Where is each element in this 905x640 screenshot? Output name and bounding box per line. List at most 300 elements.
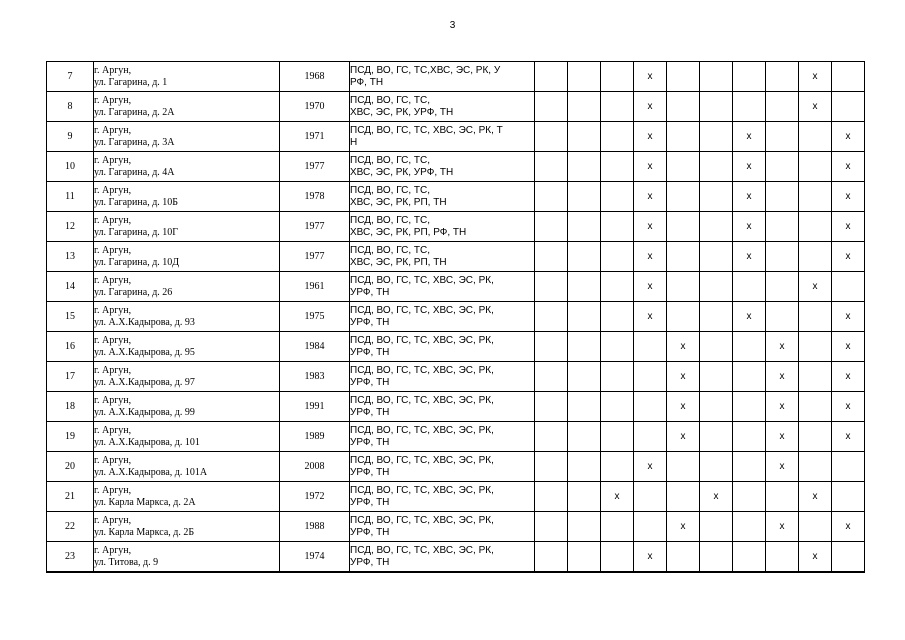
address-street: ул. А.Х.Кадырова, д. 95 (94, 346, 195, 358)
mark-cell (700, 92, 733, 122)
address-cell (94, 362, 280, 392)
address-cell (94, 512, 280, 542)
construction-elements-cell (350, 512, 535, 542)
mark-cell (535, 122, 568, 152)
mark-cell (700, 332, 733, 362)
mark-cell: х (832, 152, 865, 182)
mark-cell: х (733, 242, 766, 272)
mark-cell (634, 362, 667, 392)
mark-cell (535, 332, 568, 362)
address-cell (94, 452, 280, 482)
mark-cell (601, 62, 634, 92)
mark-cell (766, 92, 799, 122)
mark-cell (766, 122, 799, 152)
mark-cell (568, 122, 601, 152)
construction-elements-line-1: ПСД, ВО, ГС, ТС, ХВС, ЭС, РК, (350, 454, 494, 466)
mark-cell (700, 512, 733, 542)
mark-cell (535, 62, 568, 92)
address-cell (94, 392, 280, 422)
table-row (47, 242, 865, 272)
mark-cell (799, 362, 832, 392)
address-city: г. Аргун, (94, 94, 132, 106)
mark-cell: х (832, 122, 865, 152)
mark-cell (766, 542, 799, 573)
row-number-cell: 12 (47, 212, 94, 242)
year-cell: 1977 (280, 212, 350, 242)
mark-cell (568, 62, 601, 92)
construction-elements-line-1: ПСД, ВО, ГС, ТС, (350, 214, 431, 226)
table-row (47, 482, 865, 512)
year-cell: 1984 (280, 332, 350, 362)
mark-cell (568, 332, 601, 362)
year-cell: 1972 (280, 482, 350, 512)
address-city: г. Аргун, (94, 484, 132, 496)
mark-cell (832, 62, 865, 92)
mark-cell (601, 542, 634, 573)
mark-cell (667, 452, 700, 482)
mark-cell (700, 302, 733, 332)
mark-cell (535, 92, 568, 122)
table-row (47, 422, 865, 452)
mark-cell: х (634, 92, 667, 122)
table-row (47, 392, 865, 422)
mark-cell (568, 452, 601, 482)
mark-cell (667, 212, 700, 242)
mark-cell (667, 302, 700, 332)
construction-elements-line-2: ХВС, ЭС, РК, РП, ТН (350, 256, 447, 268)
mark-cell: х (766, 422, 799, 452)
address-street: ул. Карла Маркса, д. 2Б (94, 526, 195, 538)
mark-cell (766, 242, 799, 272)
mark-cell (832, 542, 865, 573)
mark-cell: х (634, 452, 667, 482)
address-city: г. Аргун, (94, 454, 132, 466)
mark-cell (799, 212, 832, 242)
mark-cell (700, 392, 733, 422)
row-number-cell: 13 (47, 242, 94, 272)
mark-cell (535, 302, 568, 332)
table-row (47, 212, 865, 242)
year-cell: 1971 (280, 122, 350, 152)
mark-cell (799, 302, 832, 332)
table-row (47, 302, 865, 332)
construction-elements-cell (350, 272, 535, 302)
page-number: 3 (449, 20, 456, 31)
mark-cell (667, 182, 700, 212)
mark-cell: х (634, 272, 667, 302)
address-street: ул. Гагарина, д. 4А (94, 166, 175, 178)
mark-cell (601, 302, 634, 332)
mark-cell (799, 422, 832, 452)
mark-cell (568, 542, 601, 573)
construction-elements-cell (350, 542, 535, 573)
mark-cell: х (799, 482, 832, 512)
mark-cell: х (634, 182, 667, 212)
mark-cell (535, 422, 568, 452)
construction-elements-line-1: ПСД, ВО, ГС, ТС, ХВС, ЭС, РК, Т (350, 124, 503, 136)
address-street: ул. Гагарина, д. 26 (94, 286, 173, 298)
table-row (47, 92, 865, 122)
mark-cell: х (766, 392, 799, 422)
address-city: г. Аргун, (94, 154, 132, 166)
row-number-cell: 22 (47, 512, 94, 542)
construction-elements-cell (350, 242, 535, 272)
mark-cell: х (667, 362, 700, 392)
mark-cell (733, 482, 766, 512)
address-street: ул. А.Х.Кадырова, д. 93 (94, 316, 195, 328)
mark-cell (766, 182, 799, 212)
mark-cell (535, 272, 568, 302)
mark-cell: х (832, 182, 865, 212)
address-cell (94, 152, 280, 182)
address-cell (94, 542, 280, 573)
construction-elements-line-1: ПСД, ВО, ГС, ТС, ХВС, ЭС, РК, (350, 364, 494, 376)
mark-cell (634, 392, 667, 422)
mark-cell (535, 182, 568, 212)
mark-cell (832, 272, 865, 302)
mark-cell: х (634, 212, 667, 242)
mark-cell (799, 122, 832, 152)
address-street: ул. Титова, д. 9 (94, 556, 159, 568)
mark-cell: х (832, 392, 865, 422)
table-row (47, 332, 865, 362)
construction-elements-line-2: УРФ, ТН (350, 286, 390, 298)
mark-cell (799, 452, 832, 482)
mark-cell (766, 152, 799, 182)
mark-cell (535, 512, 568, 542)
construction-elements-line-2: ХВС, ЭС, РК, РП, ТН (350, 196, 447, 208)
construction-elements-line-2: УРФ, ТН (350, 526, 390, 538)
row-number-cell: 9 (47, 122, 94, 152)
table-row (47, 512, 865, 542)
mark-cell: х (667, 422, 700, 452)
table-row (47, 62, 865, 92)
mark-cell (601, 332, 634, 362)
mark-cell (733, 332, 766, 362)
mark-cell (568, 512, 601, 542)
mark-cell (667, 152, 700, 182)
address-cell (94, 422, 280, 452)
mark-cell: х (733, 182, 766, 212)
address-street: ул. Гагарина, д. 10Б (94, 196, 179, 208)
mark-cell: х (832, 212, 865, 242)
year-cell: 1977 (280, 242, 350, 272)
mark-cell (601, 182, 634, 212)
mark-cell (634, 422, 667, 452)
year-cell: 2008 (280, 452, 350, 482)
construction-elements-line-2: УРФ, ТН (350, 436, 390, 448)
mark-cell: х (733, 152, 766, 182)
construction-elements-cell (350, 152, 535, 182)
row-number-cell: 7 (47, 62, 94, 92)
construction-elements-line-1: ПСД, ВО, ГС, ТС,ХВС, ЭС, РК, У (350, 64, 501, 76)
mark-cell (535, 212, 568, 242)
construction-elements-cell (350, 422, 535, 452)
address-street: ул. А.Х.Кадырова, д. 101А (94, 466, 208, 478)
mark-cell (601, 152, 634, 182)
mark-cell (700, 242, 733, 272)
mark-cell (733, 452, 766, 482)
mark-cell: х (832, 362, 865, 392)
mark-cell (766, 482, 799, 512)
construction-elements-line-1: ПСД, ВО, ГС, ТС, (350, 94, 431, 106)
address-street: ул. А.Х.Кадырова, д. 101 (94, 436, 200, 448)
construction-elements-line-1: ПСД, ВО, ГС, ТС, ХВС, ЭС, РК, (350, 334, 494, 346)
mark-cell (799, 332, 832, 362)
year-cell: 1977 (280, 152, 350, 182)
address-cell (94, 332, 280, 362)
mark-cell (799, 152, 832, 182)
construction-elements-line-2: ХВС, ЭС, РК, УРФ, ТН (350, 166, 454, 178)
address-cell (94, 272, 280, 302)
construction-elements-line-1: ПСД, ВО, ГС, ТС, ХВС, ЭС, РК, (350, 544, 494, 556)
address-city: г. Аргун, (94, 64, 132, 76)
table-row (47, 452, 865, 482)
year-cell: 1974 (280, 542, 350, 573)
mark-cell: х (733, 302, 766, 332)
mark-cell (601, 512, 634, 542)
mark-cell (568, 92, 601, 122)
row-number-cell: 19 (47, 422, 94, 452)
address-street: ул. Карла Маркса, д. 2А (94, 496, 196, 508)
row-number-cell: 21 (47, 482, 94, 512)
mark-cell (601, 362, 634, 392)
mark-cell: х (667, 392, 700, 422)
address-city: г. Аргун, (94, 364, 132, 376)
mark-cell (832, 482, 865, 512)
mark-cell (568, 482, 601, 512)
address-street: ул. Гагарина, д. 10Г (94, 226, 179, 238)
mark-cell: х (634, 122, 667, 152)
year-cell: 1961 (280, 272, 350, 302)
table-row (47, 272, 865, 302)
mark-cell: х (766, 332, 799, 362)
mark-cell (667, 272, 700, 302)
address-cell (94, 62, 280, 92)
mark-cell (568, 272, 601, 302)
mark-cell (601, 272, 634, 302)
row-number-cell: 15 (47, 302, 94, 332)
mark-cell (667, 62, 700, 92)
address-street: ул. Гагарина, д. 3А (94, 136, 175, 148)
address-cell (94, 122, 280, 152)
construction-elements-line-1: ПСД, ВО, ГС, ТС, (350, 184, 431, 196)
mark-cell (799, 392, 832, 422)
mark-cell: х (634, 302, 667, 332)
mark-cell (667, 122, 700, 152)
address-city: г. Аргун, (94, 274, 132, 286)
mark-cell (700, 62, 733, 92)
mark-cell: х (667, 332, 700, 362)
address-city: г. Аргун, (94, 544, 132, 556)
mark-cell (733, 422, 766, 452)
mark-cell (667, 242, 700, 272)
address-cell (94, 92, 280, 122)
mark-cell (700, 122, 733, 152)
address-street: ул. А.Х.Кадырова, д. 97 (94, 376, 195, 388)
mark-cell (799, 512, 832, 542)
address-cell (94, 212, 280, 242)
construction-elements-line-2: ХВС, ЭС, РК, РП, РФ, ТН (350, 226, 467, 238)
mark-cell (601, 212, 634, 242)
row-number-cell: 20 (47, 452, 94, 482)
construction-elements-line-2: УРФ, ТН (350, 406, 390, 418)
year-cell: 1991 (280, 392, 350, 422)
mark-cell: х (733, 122, 766, 152)
row-number-cell: 11 (47, 182, 94, 212)
mark-cell (568, 182, 601, 212)
mark-cell (634, 332, 667, 362)
construction-elements-cell (350, 62, 535, 92)
mark-cell: х (832, 332, 865, 362)
mark-cell: х (634, 152, 667, 182)
mark-cell: х (766, 362, 799, 392)
address-city: г. Аргун, (94, 244, 132, 256)
construction-elements-line-2: УРФ, ТН (350, 316, 390, 328)
mark-cell (535, 482, 568, 512)
mark-cell (535, 452, 568, 482)
mark-cell: х (601, 482, 634, 512)
mark-cell (700, 152, 733, 182)
row-number-cell: 14 (47, 272, 94, 302)
mark-cell: х (832, 512, 865, 542)
row-number-cell: 8 (47, 92, 94, 122)
housing-registry-table (46, 61, 865, 573)
construction-elements-line-1: ПСД, ВО, ГС, ТС, ХВС, ЭС, РК, (350, 304, 494, 316)
address-city: г. Аргун, (94, 304, 132, 316)
mark-cell (700, 182, 733, 212)
mark-cell: х (634, 242, 667, 272)
mark-cell: х (634, 542, 667, 573)
construction-elements-line-2: УРФ, ТН (350, 466, 390, 478)
address-city: г. Аргун, (94, 334, 132, 346)
mark-cell: х (799, 542, 832, 573)
mark-cell (700, 362, 733, 392)
address-cell (94, 182, 280, 212)
mark-cell (700, 422, 733, 452)
mark-cell: х (799, 272, 832, 302)
mark-cell (667, 92, 700, 122)
construction-elements-cell (350, 332, 535, 362)
mark-cell (667, 482, 700, 512)
mark-cell: х (667, 512, 700, 542)
mark-cell (733, 272, 766, 302)
mark-cell (535, 362, 568, 392)
mark-cell (568, 422, 601, 452)
mark-cell (568, 152, 601, 182)
construction-elements-cell (350, 302, 535, 332)
mark-cell (733, 62, 766, 92)
construction-elements-cell (350, 452, 535, 482)
mark-cell (799, 242, 832, 272)
construction-elements-cell (350, 122, 535, 152)
address-street: ул. А.Х.Кадырова, д. 99 (94, 406, 195, 418)
address-city: г. Аргун, (94, 424, 132, 436)
construction-elements-line-1: ПСД, ВО, ГС, ТС, ХВС, ЭС, РК, (350, 274, 494, 286)
mark-cell (733, 392, 766, 422)
mark-cell (601, 92, 634, 122)
mark-cell: х (832, 422, 865, 452)
year-cell: 1983 (280, 362, 350, 392)
mark-cell (832, 452, 865, 482)
construction-elements-line-1: ПСД, ВО, ГС, ТС, (350, 154, 431, 166)
year-cell: 1989 (280, 422, 350, 452)
construction-elements-line-2: УРФ, ТН (350, 496, 390, 508)
address-city: г. Аргун, (94, 214, 132, 226)
construction-elements-cell (350, 482, 535, 512)
construction-elements-cell (350, 212, 535, 242)
year-cell: 1978 (280, 182, 350, 212)
construction-elements-line-1: ПСД, ВО, ГС, ТС, ХВС, ЭС, РК, (350, 394, 494, 406)
mark-cell (733, 92, 766, 122)
mark-cell (601, 422, 634, 452)
mark-cell (700, 212, 733, 242)
year-cell: 1988 (280, 512, 350, 542)
table-row (47, 362, 865, 392)
mark-cell (733, 362, 766, 392)
mark-cell (700, 452, 733, 482)
row-number-cell: 18 (47, 392, 94, 422)
address-cell (94, 482, 280, 512)
year-cell: 1970 (280, 92, 350, 122)
mark-cell: х (832, 302, 865, 332)
mark-cell: х (700, 482, 733, 512)
construction-elements-line-2: УРФ, ТН (350, 556, 390, 568)
address-street: ул. Гагарина, д. 1 (94, 76, 168, 88)
mark-cell (601, 452, 634, 482)
mark-cell: х (766, 452, 799, 482)
mark-cell (799, 182, 832, 212)
construction-elements-line-2: УРФ, ТН (350, 376, 390, 388)
construction-elements-line-2: УРФ, ТН (350, 346, 390, 358)
mark-cell (733, 512, 766, 542)
address-street: ул. Гагарина, д. 10Д (94, 256, 180, 268)
table-row (47, 542, 865, 573)
mark-cell: х (799, 92, 832, 122)
construction-elements-line-2: ХВС, ЭС, РК, УРФ, ТН (350, 106, 454, 118)
mark-cell (568, 362, 601, 392)
mark-cell (601, 122, 634, 152)
mark-cell (568, 392, 601, 422)
mark-cell (568, 212, 601, 242)
mark-cell (568, 242, 601, 272)
mark-cell: х (832, 242, 865, 272)
mark-cell (700, 542, 733, 573)
mark-cell (535, 152, 568, 182)
construction-elements-line-1: ПСД, ВО, ГС, ТС, ХВС, ЭС, РК, (350, 514, 494, 526)
mark-cell (535, 392, 568, 422)
mark-cell: х (733, 212, 766, 242)
address-cell (94, 302, 280, 332)
row-number-cell: 16 (47, 332, 94, 362)
row-number-cell: 23 (47, 542, 94, 573)
mark-cell (832, 92, 865, 122)
construction-elements-line-1: ПСД, ВО, ГС, ТС, ХВС, ЭС, РК, (350, 484, 494, 496)
construction-elements-line-1: ПСД, ВО, ГС, ТС, (350, 244, 431, 256)
year-cell: 1968 (280, 62, 350, 92)
address-city: г. Аргун, (94, 394, 132, 406)
mark-cell (535, 242, 568, 272)
mark-cell (667, 542, 700, 573)
year-cell: 1975 (280, 302, 350, 332)
construction-elements-line-1: ПСД, ВО, ГС, ТС, ХВС, ЭС, РК, (350, 424, 494, 436)
construction-elements-cell (350, 362, 535, 392)
construction-elements-line-2: Н (350, 136, 358, 148)
construction-elements-cell (350, 392, 535, 422)
construction-elements-cell (350, 182, 535, 212)
row-number-cell: 10 (47, 152, 94, 182)
table-row (47, 152, 865, 182)
